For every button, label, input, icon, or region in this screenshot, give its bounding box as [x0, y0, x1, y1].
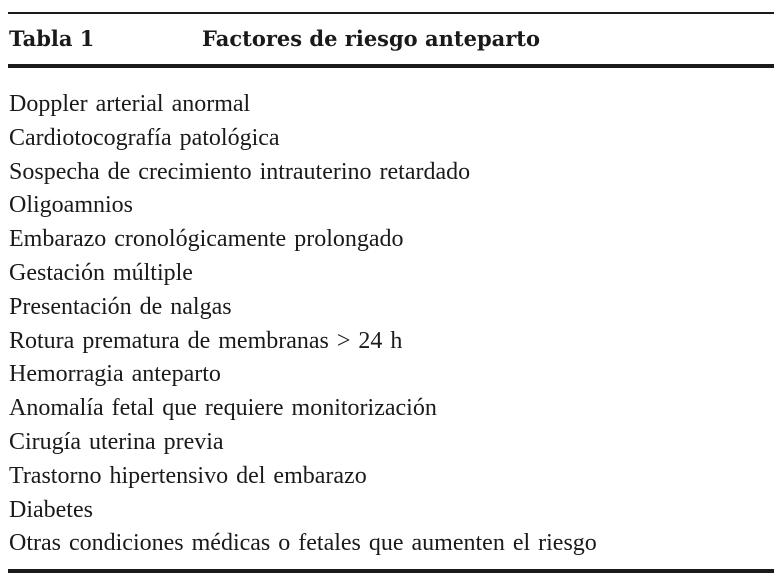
- list-item: Trastorno hipertensivo del embarazo: [9, 462, 367, 489]
- table-number: Tabla 1: [9, 26, 95, 51]
- list-item: Otras condiciones médicas o fetales que aumenten el riesgo: [9, 530, 597, 557]
- table-title: Factores de riesgo anteparto: [202, 26, 540, 51]
- list-item: Gestación múltiple: [9, 259, 193, 286]
- list-item: Oligoamnios: [9, 192, 133, 219]
- list-item: Sospecha de crecimiento intrauterino retardado: [9, 158, 471, 185]
- list-item: Presentación de nalgas: [9, 293, 232, 320]
- list-item: Cardiotocografía patológica: [9, 124, 280, 151]
- list-item: Hemorragia anteparto: [9, 361, 221, 388]
- list-item: Doppler arterial anormal: [9, 91, 251, 117]
- list-item: Anomalía fetal que requiere monitorización: [9, 395, 437, 422]
- list-item: Embarazo cronológicamente prolongado: [9, 226, 404, 253]
- list-item: Cirugía uterina previa: [9, 428, 224, 455]
- header-rule: [8, 64, 774, 68]
- list-item: Rotura prematura de membranas > 24 h: [9, 327, 403, 354]
- risk-factor-list: [8, 88, 774, 561]
- list-item: Diabetes: [9, 496, 93, 523]
- risk-factors-table: [8, 0, 774, 579]
- bottom-rule: [8, 569, 774, 573]
- table-header: [8, 14, 774, 64]
